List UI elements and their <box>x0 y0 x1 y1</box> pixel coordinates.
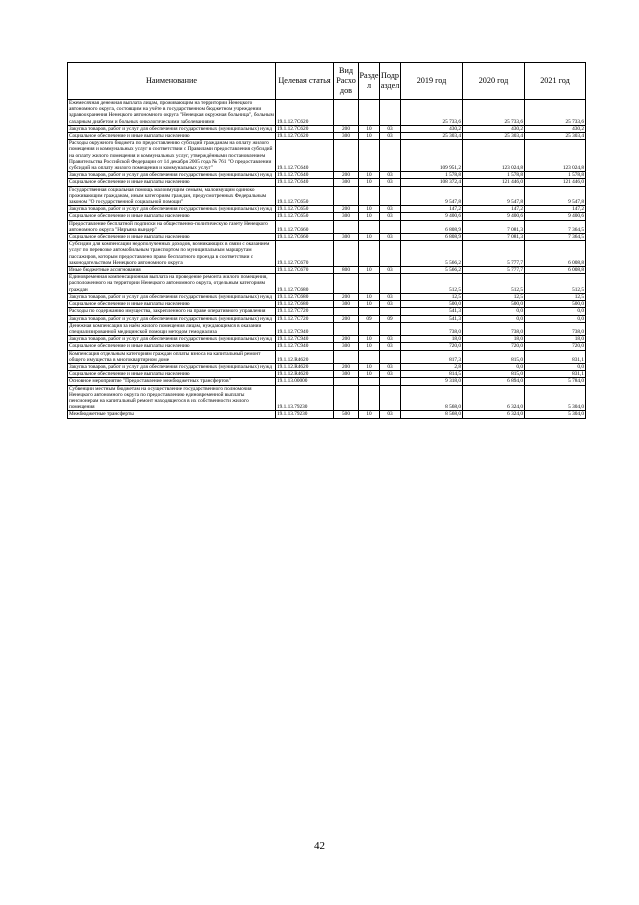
cell-name: Социальное обеспечение и иные выплаты населению <box>68 234 276 241</box>
cell-subsection: 03 <box>380 267 401 274</box>
cell-value-2021: 18,0 <box>525 336 586 343</box>
cell-name: Основное мероприятие "Предоставление межбюджетных трансфертов" <box>68 378 276 385</box>
cell-section: 10 <box>359 371 380 378</box>
cell-name: Расходы по содержанию имущества, закрепленного на праве оперативного управления <box>68 308 276 315</box>
table-row <box>68 301 586 308</box>
cell-value-2020: 1 578,8 <box>463 172 525 179</box>
cell-value-2020: 512,5 <box>463 274 525 294</box>
cell-value-2021: 500,0 <box>525 301 586 308</box>
table-row <box>68 378 586 385</box>
cell-target-article: 19.1.12.7С720 <box>276 308 334 315</box>
cell-value-2021: 9 547,8 <box>525 186 586 206</box>
cell-section <box>359 308 380 315</box>
cell-section <box>359 385 380 411</box>
cell-name: Закупка товаров, работ и услуг для обеспечения государственных (муниципальных) нужд <box>68 315 276 322</box>
cell-value-2021: 25 733,6 <box>525 100 586 126</box>
cell-subsection <box>380 140 401 172</box>
cell-value-2020: 9 547,8 <box>463 186 525 206</box>
table-row <box>68 241 586 267</box>
cell-target-article: 19.1.12.7С640 <box>276 179 334 186</box>
cell-subsection: 03 <box>380 336 401 343</box>
header-year-2021: 2021 год <box>525 63 586 100</box>
cell-section: 10 <box>359 213 380 220</box>
cell-target-article: 19.1.12.7С660 <box>276 220 334 233</box>
table-row <box>68 100 586 126</box>
cell-section: 10 <box>359 172 380 179</box>
table-row <box>68 411 586 418</box>
cell-name: Социальное обеспечение и иные выплаты населению <box>68 343 276 350</box>
cell-expense-type: 300 <box>334 301 359 308</box>
cell-value-2019: 500,0 <box>401 301 463 308</box>
cell-name: Государственная социальная помощь малоимущим семьям, малоимущим одиноко проживающим гражданам, иным категориям граждан, предусмотренных Федеральным законом "О государственной социальной помощи" <box>68 186 276 206</box>
cell-target-article: 19.1.12.7С650 <box>276 213 334 220</box>
cell-name: Расходы окружного бюджета по предоставлению субсидий гражданам на оплату жилого помещения и коммунальных услуг в соответствии с Правилами предоставления субсидий на оплату жилого помещения и коммунальных услуг, утверждёнными постановлением Правительства Российской Федерации от 14 декабря 2005 года № 761 "О предоставлении субсидий на оплату жилого помещения и коммунальных услуг" <box>68 140 276 172</box>
cell-name: Социальное обеспечение и иные выплаты населению <box>68 133 276 140</box>
cell-value-2021: 121 446,0 <box>525 179 586 186</box>
cell-value-2020: 7 081,3 <box>463 234 525 241</box>
cell-value-2019: 738,0 <box>401 322 463 335</box>
cell-name: Социальное обеспечение и иные выплаты населению <box>68 179 276 186</box>
cell-value-2021: 12,5 <box>525 293 586 300</box>
cell-section <box>359 241 380 267</box>
header-year-2019: 2019 год <box>401 63 463 100</box>
cell-expense-type: 500 <box>334 411 359 418</box>
table-row <box>68 213 586 220</box>
cell-value-2021: 831,1 <box>525 371 586 378</box>
cell-value-2019: 541,3 <box>401 315 463 322</box>
cell-target-article: 19.1.12.7С940 <box>276 336 334 343</box>
cell-expense-type <box>334 385 359 411</box>
cell-target-article: 19.1.12.7С660 <box>276 234 334 241</box>
cell-section: 10 <box>359 301 380 308</box>
cell-name: Закупка товаров, работ и услуг для обеспечения государственных (муниципальных) нужд <box>68 293 276 300</box>
cell-value-2019: 430,2 <box>401 125 463 132</box>
cell-subsection: 03 <box>380 125 401 132</box>
cell-value-2021: 430,2 <box>525 125 586 132</box>
cell-expense-type <box>334 220 359 233</box>
table-row <box>68 274 586 294</box>
cell-value-2020: 5 777,7 <box>463 241 525 267</box>
table-header <box>68 63 586 100</box>
cell-value-2021: 5 304,0 <box>525 385 586 411</box>
cell-value-2019: 6 808,9 <box>401 220 463 233</box>
cell-value-2019: 18,0 <box>401 336 463 343</box>
cell-subsection <box>380 385 401 411</box>
cell-value-2021: 5 304,0 <box>525 411 586 418</box>
cell-expense-type: 300 <box>334 343 359 350</box>
cell-value-2020: 6 324,0 <box>463 411 525 418</box>
cell-target-article: 19.1.12.R4620 <box>276 363 334 370</box>
cell-section: 10 <box>359 293 380 300</box>
cell-name: Иные бюджетные ассигнования <box>68 267 276 274</box>
cell-expense-type: 300 <box>334 179 359 186</box>
cell-subsection: 03 <box>380 213 401 220</box>
cell-expense-type: 200 <box>334 172 359 179</box>
cell-section: 10 <box>359 206 380 213</box>
cell-section: 10 <box>359 125 380 132</box>
cell-value-2020: 0,0 <box>463 363 525 370</box>
table-row <box>68 125 586 132</box>
header-subsection: Подр аздел <box>380 63 401 100</box>
table-row <box>68 234 586 241</box>
cell-section <box>359 220 380 233</box>
cell-target-article: 19.1.12.7С670 <box>276 241 334 267</box>
cell-value-2021: 738,0 <box>525 322 586 335</box>
cell-value-2021: 720,0 <box>525 343 586 350</box>
cell-value-2019: 147,2 <box>401 206 463 213</box>
cell-section: 10 <box>359 133 380 140</box>
cell-value-2021: 1 578,8 <box>525 172 586 179</box>
cell-expense-type: 200 <box>334 315 359 322</box>
budget-table <box>67 62 586 419</box>
cell-expense-type <box>334 322 359 335</box>
table-row <box>68 172 586 179</box>
cell-target-article: 19.1.12.7С640 <box>276 140 334 172</box>
header-target-article: Целевая статья <box>276 63 334 100</box>
cell-section <box>359 100 380 126</box>
cell-name: Компенсация отдельным категориям граждан оплаты взноса на капитальный ремонт общего имущества в многоквартирном доме <box>68 350 276 363</box>
cell-value-2021: 6 008,8 <box>525 267 586 274</box>
cell-target-article: 19.1.13.79230 <box>276 385 334 411</box>
cell-section <box>359 322 380 335</box>
cell-name: Единовременная компенсационная выплата на проведение ремонта жилого помещения, расположенного на территории Ненецкого автономного округа, отдельным категориям граждан <box>68 274 276 294</box>
cell-value-2019: 109 951,2 <box>401 140 463 172</box>
cell-section: 10 <box>359 267 380 274</box>
cell-expense-type: 200 <box>334 206 359 213</box>
cell-subsection: 03 <box>380 411 401 418</box>
cell-value-2020: 147,2 <box>463 206 525 213</box>
cell-section <box>359 350 380 363</box>
table-row <box>68 371 586 378</box>
cell-expense-type: 800 <box>334 267 359 274</box>
cell-value-2019: 9 318,0 <box>401 378 463 385</box>
cell-section: 09 <box>359 315 380 322</box>
table-row <box>68 267 586 274</box>
cell-target-article: 19.1.12.7С650 <box>276 206 334 213</box>
cell-value-2020: 0,0 <box>463 308 525 315</box>
cell-expense-type: 200 <box>334 363 359 370</box>
cell-section: 10 <box>359 234 380 241</box>
cell-expense-type <box>334 140 359 172</box>
cell-subsection: 03 <box>380 133 401 140</box>
cell-expense-type <box>334 308 359 315</box>
cell-subsection <box>380 220 401 233</box>
header-name: Наименование <box>68 63 276 100</box>
cell-name: Закупка товаров, работ и услуг для обеспечения государственных (муниципальных) нужд <box>68 172 276 179</box>
cell-value-2019: 25 733,6 <box>401 100 463 126</box>
cell-value-2020: 7 081,3 <box>463 220 525 233</box>
cell-section: 10 <box>359 343 380 350</box>
cell-subsection: 03 <box>380 293 401 300</box>
cell-value-2020: 6 894,0 <box>463 378 525 385</box>
cell-expense-type <box>334 378 359 385</box>
table-row <box>68 293 586 300</box>
cell-expense-type <box>334 350 359 363</box>
table-row <box>68 385 586 411</box>
table-row <box>68 343 586 350</box>
cell-value-2020: 18,0 <box>463 336 525 343</box>
page-number: 42 <box>314 840 325 852</box>
table-row <box>68 179 586 186</box>
cell-subsection: 03 <box>380 206 401 213</box>
cell-name: Межбюджетные трансферты <box>68 411 276 418</box>
cell-value-2020: 5 777,7 <box>463 267 525 274</box>
cell-target-article: 19.1.12.7С650 <box>276 186 334 206</box>
cell-value-2020: 123 024,8 <box>463 140 525 172</box>
cell-value-2021: 123 024,8 <box>525 140 586 172</box>
cell-subsection: 03 <box>380 172 401 179</box>
cell-subsection <box>380 308 401 315</box>
cell-section: 10 <box>359 411 380 418</box>
cell-section <box>359 274 380 294</box>
header-expense-type: Вид Расхо дов <box>334 63 359 100</box>
cell-value-2021: 7 364,5 <box>525 234 586 241</box>
cell-value-2020: 9 400,6 <box>463 213 525 220</box>
cell-value-2021: 25 303,4 <box>525 133 586 140</box>
cell-name: Социальное обеспечение и иные выплаты населению <box>68 371 276 378</box>
cell-expense-type: 200 <box>334 293 359 300</box>
cell-value-2020: 25 733,6 <box>463 100 525 126</box>
cell-value-2021: 831,1 <box>525 350 586 363</box>
cell-name: Ежемесячная денежная выплата лицам, проживающим на территории Ненецкого автономного округа, состоящим на учёте в государственном бюджетном учреждении здравоохранения Ненецкого автономного округа "Ненецкая окружная больница", больным сахарным диабетом и больных онкологическими заболеваниями <box>69 100 274 125</box>
cell-value-2020: 12,5 <box>463 293 525 300</box>
cell-target-article: 19.1.12.R4620 <box>276 350 334 363</box>
cell-target-article: 19.1.12.7С940 <box>276 322 334 335</box>
cell-value-2019: 9 400,6 <box>401 213 463 220</box>
cell-subsection: 03 <box>380 234 401 241</box>
table-body <box>68 100 586 419</box>
cell-value-2021: 0,0 <box>525 315 586 322</box>
cell-expense-type: 300 <box>334 133 359 140</box>
cell-name: Денежная компенсация за наём жилого помещения лицам, нуждающимся в оказании специализированной медицинской помощи методом гемодиализа <box>68 322 276 335</box>
cell-value-2021: 9 400,6 <box>525 213 586 220</box>
cell-subsection: 03 <box>380 343 401 350</box>
cell-section <box>359 378 380 385</box>
cell-name: Закупка товаров, работ и услуг для обеспечения государственных (муниципальных) нужд <box>68 206 276 213</box>
table-row <box>68 140 586 172</box>
cell-expense-type: 300 <box>334 371 359 378</box>
cell-value-2020: 25 303,4 <box>463 133 525 140</box>
cell-value-2020: 720,0 <box>463 343 525 350</box>
cell-expense-type: 300 <box>334 234 359 241</box>
cell-section: 10 <box>359 179 380 186</box>
table-row <box>68 315 586 322</box>
table-row <box>68 206 586 213</box>
cell-target-article: 19.1.12.7С720 <box>276 315 334 322</box>
table-row <box>68 363 586 370</box>
cell-expense-type <box>334 186 359 206</box>
cell-target-article: 19.1.12.7С680 <box>276 274 334 294</box>
table-row <box>68 186 586 206</box>
cell-section: 10 <box>359 363 380 370</box>
cell-name: Субвенции местным бюджетам на осуществление государственного полномочия Ненецкого автономного округа по предоставлению единовременной выплаты пенсионерам на капитальный ремонт находящегося в их собственности жилого помещения <box>68 385 276 411</box>
cell-subsection: 03 <box>380 301 401 308</box>
cell-target-article: 19.1.12.7С680 <box>276 293 334 300</box>
cell-value-2019: 5 566,2 <box>401 241 463 267</box>
cell-section <box>359 140 380 172</box>
cell-subsection: 03 <box>380 363 401 370</box>
cell-target-article: 19.1.13.79230 <box>276 411 334 418</box>
cell-value-2021: 7 364,5 <box>525 220 586 233</box>
cell-name: Закупка товаров, работ и услуг для обеспечения государственных (муниципальных) нужд <box>68 336 276 343</box>
cell-value-2019: 512,5 <box>401 274 463 294</box>
cell-value-2021: 6 008,8 <box>525 241 586 267</box>
cell-subsection <box>380 100 401 126</box>
cell-value-2019: 817,3 <box>401 350 463 363</box>
table-row <box>68 336 586 343</box>
cell-value-2019: 814,5 <box>401 371 463 378</box>
cell-value-2019: 5 566,2 <box>401 267 463 274</box>
cell-target-article: 19.1.12.7С620 <box>276 125 334 132</box>
cell-value-2021: 0,0 <box>525 363 586 370</box>
cell-value-2021: 147,2 <box>525 206 586 213</box>
cell-expense-type: 200 <box>334 125 359 132</box>
cell-value-2019: 541,3 <box>401 308 463 315</box>
cell-target-article: 19.1.12.7С640 <box>276 172 334 179</box>
cell-subsection <box>380 186 401 206</box>
cell-value-2019: 9 547,8 <box>401 186 463 206</box>
cell-subsection: 03 <box>380 179 401 186</box>
cell-expense-type: 200 <box>334 336 359 343</box>
cell-value-2019: 108 372,4 <box>401 179 463 186</box>
header-year-2020: 2020 год <box>463 63 525 100</box>
cell-expense-type: 300 <box>334 213 359 220</box>
cell-subsection <box>380 378 401 385</box>
cell-subsection <box>380 241 401 267</box>
cell-section: 10 <box>359 336 380 343</box>
cell-section <box>359 186 380 206</box>
cell-name: Субсидии для компенсации недополученных доходов, возникающих в связи с оказанием услуг по перевозке автомобильным транспортом по муниципальным маршрутам пассажиров, которым предоставлено право бесплатного проезда в соответствии с законодательством Ненецкого автономного округа <box>68 241 276 267</box>
table-row <box>68 220 586 233</box>
cell-value-2020: 815,0 <box>463 371 525 378</box>
cell-value-2019: 25 303,4 <box>401 133 463 140</box>
cell-name: Социальное обеспечение и иные выплаты населению <box>68 301 276 308</box>
cell-value-2019: 1 578,8 <box>401 172 463 179</box>
cell-value-2021: 0,0 <box>525 308 586 315</box>
cell-expense-type <box>334 100 359 126</box>
table-row <box>68 350 586 363</box>
cell-value-2020: 738,0 <box>463 322 525 335</box>
cell-value-2019: 8 568,0 <box>401 385 463 411</box>
cell-target-article: 19.1.12.7С620 <box>276 100 334 126</box>
cell-value-2021: 512,5 <box>525 274 586 294</box>
cell-subsection <box>380 350 401 363</box>
cell-target-article: 19.1.12.7С680 <box>276 301 334 308</box>
cell-name: Предоставление бесплатной подписки на общественно-политическую газету Ненецкого автономного округа "Няръяна вындер" <box>68 220 276 233</box>
cell-value-2020: 6 324,0 <box>463 385 525 411</box>
cell-value-2020: 815,0 <box>463 350 525 363</box>
cell-expense-type <box>334 274 359 294</box>
cell-target-article: 19.1.13.00000 <box>276 378 334 385</box>
cell-value-2020: 500,0 <box>463 301 525 308</box>
table-row <box>68 308 586 315</box>
cell-subsection: 09 <box>380 315 401 322</box>
cell-value-2020: 121 446,0 <box>463 179 525 186</box>
cell-target-article: 19.1.12.7С620 <box>276 133 334 140</box>
cell-name: Закупка товаров, работ и услуг для обеспечения государственных (муниципальных) нужд <box>68 363 276 370</box>
cell-subsection <box>380 274 401 294</box>
cell-target-article: 19.1.12.7С940 <box>276 343 334 350</box>
cell-name: Закупка товаров, работ и услуг для обеспечения государственных (муниципальных) нужд <box>68 125 276 132</box>
cell-value-2019: 12,5 <box>401 293 463 300</box>
table-row <box>68 133 586 140</box>
cell-value-2020: 430,2 <box>463 125 525 132</box>
cell-value-2019: 8 568,0 <box>401 411 463 418</box>
cell-value-2021: 5 784,0 <box>525 378 586 385</box>
cell-name: Социальное обеспечение и иные выплаты населению <box>68 213 276 220</box>
cell-subsection: 03 <box>380 371 401 378</box>
cell-value-2019: 2,8 <box>401 363 463 370</box>
header-section: Разде л <box>359 63 380 100</box>
table-row <box>68 322 586 335</box>
cell-expense-type <box>334 241 359 267</box>
cell-value-2019: 720,0 <box>401 343 463 350</box>
cell-target-article: 19.1.12.R4620 <box>276 371 334 378</box>
cell-subsection <box>380 322 401 335</box>
cell-target-article: 19.1.12.7С670 <box>276 267 334 274</box>
cell-value-2020: 0,0 <box>463 315 525 322</box>
cell-value-2019: 6 808,9 <box>401 234 463 241</box>
